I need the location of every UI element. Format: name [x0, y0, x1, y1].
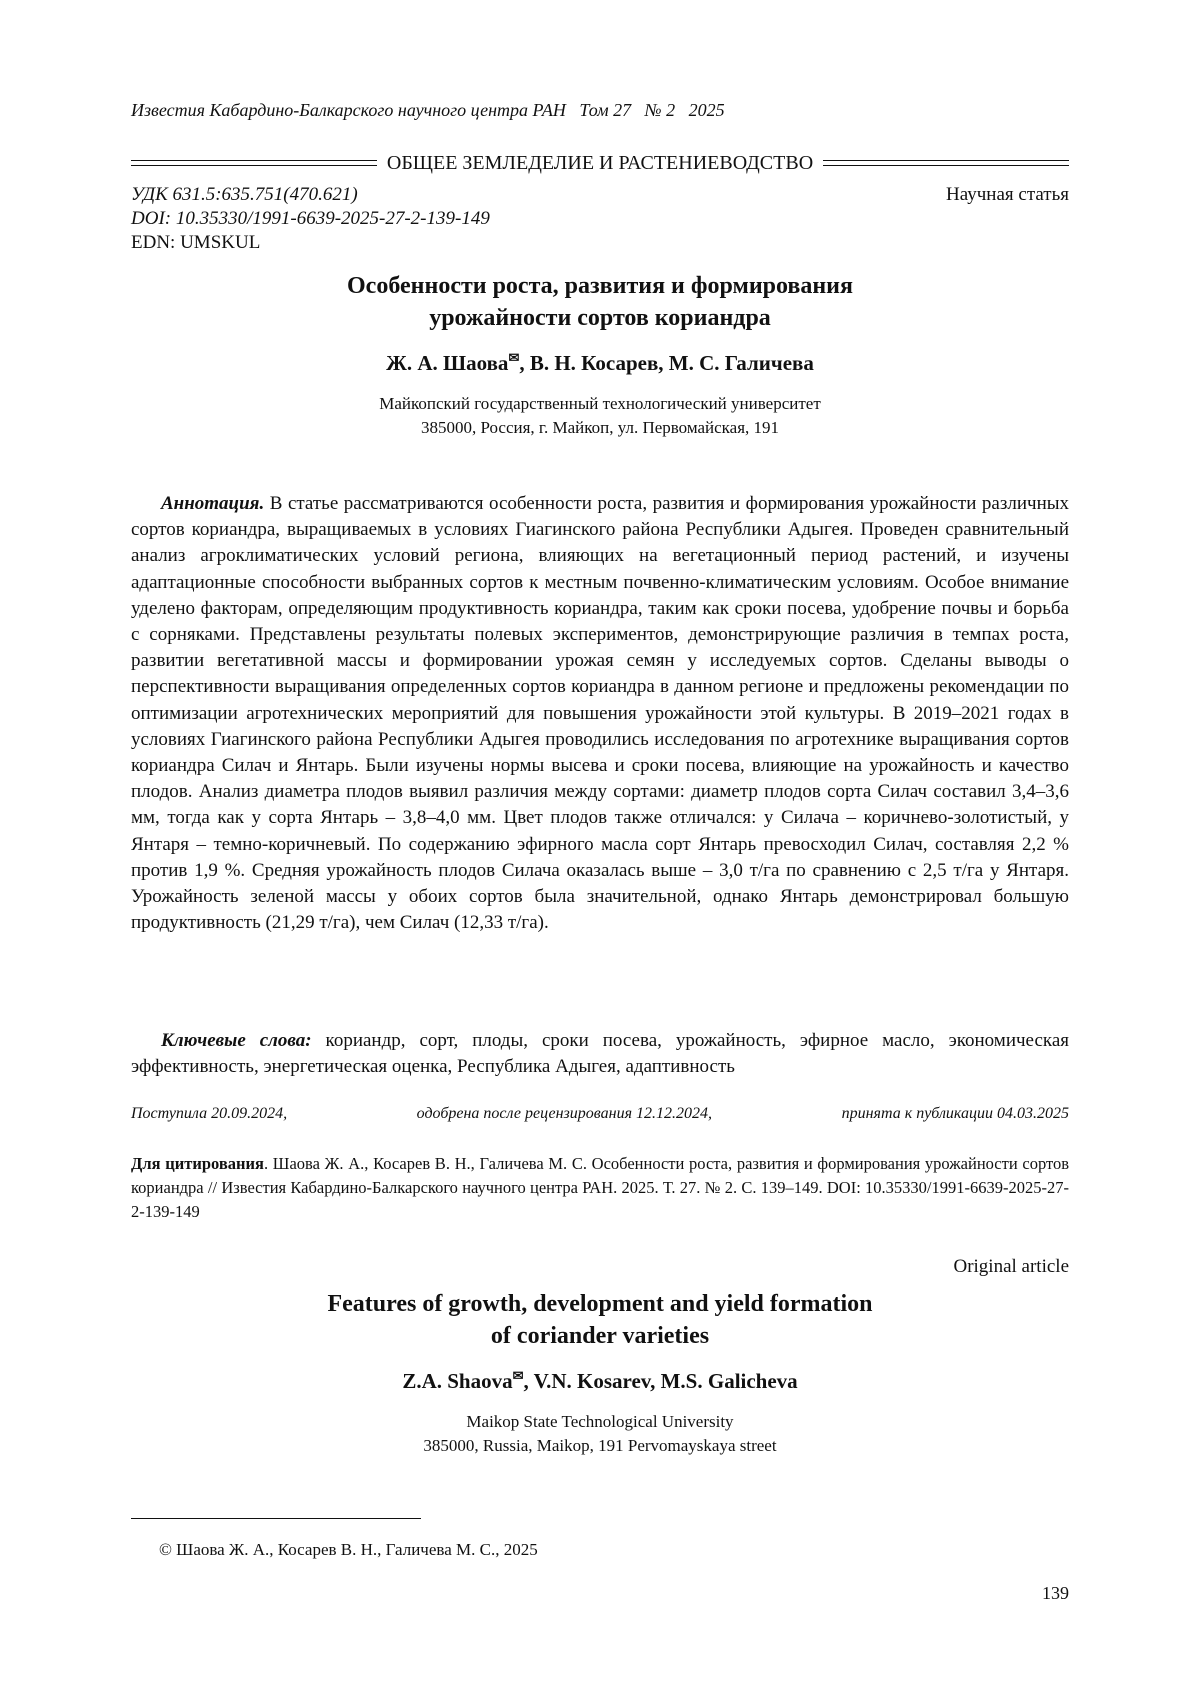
date-accepted: принята к публикации 04.03.2025	[842, 1105, 1069, 1123]
affiliation-en-line1: Maikop State Technological University	[131, 1410, 1069, 1434]
edn-code: EDN: UMSKUL	[131, 232, 260, 254]
affiliation-en-line2: 385000, Russia, Maikop, 191 Pervomayskaya street	[131, 1434, 1069, 1458]
article-page	[131, 0, 1069, 1697]
page-number: 139	[1042, 1583, 1069, 1604]
submission-dates	[131, 1105, 1069, 1123]
keywords-label: Ключевые слова:	[161, 1030, 312, 1051]
keywords-text: кориандр, сорт, плоды, сроки посева, урожайность, эфирное масло, экономическая эффективность, энергетическая оценка, Республика Адыгея, адаптивность	[131, 1030, 1069, 1077]
coauthors-en: , V.N. Kosarev, M.S. Galicheva	[524, 1369, 798, 1393]
abstract-label: Аннотация.	[161, 493, 264, 514]
doi-link[interactable]: DOI: 10.35330/1991-6639-2025-27-2-139-149	[131, 208, 490, 230]
double-rule-left	[131, 160, 377, 166]
affiliation-ru-line2: 385000, Россия, г. Майкоп, ул. Первомайская, 191	[131, 416, 1069, 440]
date-approved: одобрена после рецензирования 12.12.2024,	[417, 1105, 712, 1123]
abstract-ru	[131, 491, 1069, 936]
article-type-en: Original article	[953, 1256, 1069, 1278]
copyright-note	[159, 1540, 538, 1560]
article-title-ru	[131, 270, 1069, 334]
journal-issue: № 2	[645, 100, 675, 120]
citation-text: . Шаова Ж. А., Косарев В. Н., Галичева М. С. Особенности роста, развития и формирования урожайности сортов кориандра // Известия Кабардино-Балкарского научного центра РАН. 2025. Т. 27. № 2. С. 139–149. DOI: 10.35330/1991-6639-2025-27-2-139-149	[131, 1154, 1069, 1221]
title-en-line2: of coriander varieties	[131, 1320, 1069, 1352]
citation-label: Для цитирования	[131, 1154, 264, 1173]
authors-en	[131, 1368, 1069, 1394]
footnote-rule	[131, 1518, 421, 1519]
envelope-icon[interactable]: ✉	[508, 350, 519, 365]
journal-volume: Том 27	[579, 100, 631, 120]
affiliation-ru-line1: Майкопский государственный технологический университет	[131, 392, 1069, 416]
coauthors-ru: , В. Н. Косарев, М. С. Галичева	[519, 351, 814, 375]
article-title-en	[131, 1288, 1069, 1352]
copyright-icon: ©	[159, 1540, 172, 1559]
envelope-icon[interactable]: ✉	[513, 1368, 524, 1383]
article-type-ru: Научная статья	[946, 184, 1069, 206]
affiliation-en	[131, 1410, 1069, 1458]
journal-year: 2025	[689, 100, 725, 120]
udk-code: УДК 631.5:635.751(470.621)	[131, 184, 358, 206]
abstract-text: В статье рассматриваются особенности роста, развития и формирования урожайности различных сортов кориандра, выращиваемых в условиях Гиагинского района Республики Адыгея. Проведен сравнительный анализ агроклиматических условий региона, влияющих на вегетационный период растений, и изучены адаптационные способности выбранных сортов к местным почвенно-климатическим условиям. Особое внимание уделено факторам, определяющим продуктивность кориандра, таким как сроки посева, удобрение почвы и борьба с сорняками. Представлены результаты полевых экспериментов, демонстрирующие различия в темпах роста, развитии вегетативной массы и формировании урожая семян у исследуемых сортов. Сделаны выводы о перспективности выращивания определенных сортов кориандра в данном регионе и предложены рекомендации по оптимизации агротехнических мероприятий для повышения урожайности этой культуры. В 2019–2021 годах в условиях Гиагинского района Республики Адыгея проводились исследования по агротехнике выращивания сортов кориандра Силач и Янтарь. Были изучены нормы высева и сроки посева, влияющие на урожайность и качество плодов. Анализ диаметра плодов выявил различия между сортами: диаметр плодов сорта Силач составил 3,4–3,6 мм, тогда как у сорта Янтарь – 3,8–4,0 мм. Цвет плодов также отличался: у Силача – коричнево-золотистый, у Янтаря – темно-коричневый. По содержанию эфирного масла сорт Янтарь превосходил Силач, составляя 2,2 % против 1,9 %. Средняя урожайность плодов Силача оказалась выше – 3,0 т/га по сравнению с 2,5 т/га у Янтаря. Урожайность зеленой массы у обоих сортов была значительной, однако Янтарь демонстрировал большую продуктивность (21,29 т/га), чем Силач (12,33 т/га).	[131, 493, 1069, 933]
title-ru-line1: Особенности роста, развития и формирования	[131, 270, 1069, 302]
corresponding-author-en: Z.A. Shaova	[402, 1369, 512, 1393]
authors-ru	[131, 350, 1069, 376]
title-ru-line2: урожайности сортов кориандра	[131, 302, 1069, 334]
section-heading-row	[131, 150, 1069, 176]
date-received: Поступила 20.09.2024,	[131, 1105, 287, 1123]
affiliation-ru	[131, 392, 1069, 440]
title-en-line1: Features of growth, development and yield formation	[131, 1288, 1069, 1320]
double-rule-right	[823, 160, 1069, 166]
citation-block	[131, 1152, 1069, 1224]
journal-running-header	[131, 100, 725, 121]
journal-name: Известия Кабардино-Балкарского научного центра РАН	[131, 100, 566, 120]
keywords-ru	[131, 1028, 1069, 1080]
corresponding-author-ru: Ж. А. Шаова	[386, 351, 508, 375]
copyright-text: Шаова Ж. А., Косарев В. Н., Галичева М. С., 2025	[176, 1540, 538, 1559]
section-title: ОБЩЕЕ ЗЕМЛЕДЕЛИЕ И РАСТЕНИЕВОДСТВО	[377, 152, 823, 175]
